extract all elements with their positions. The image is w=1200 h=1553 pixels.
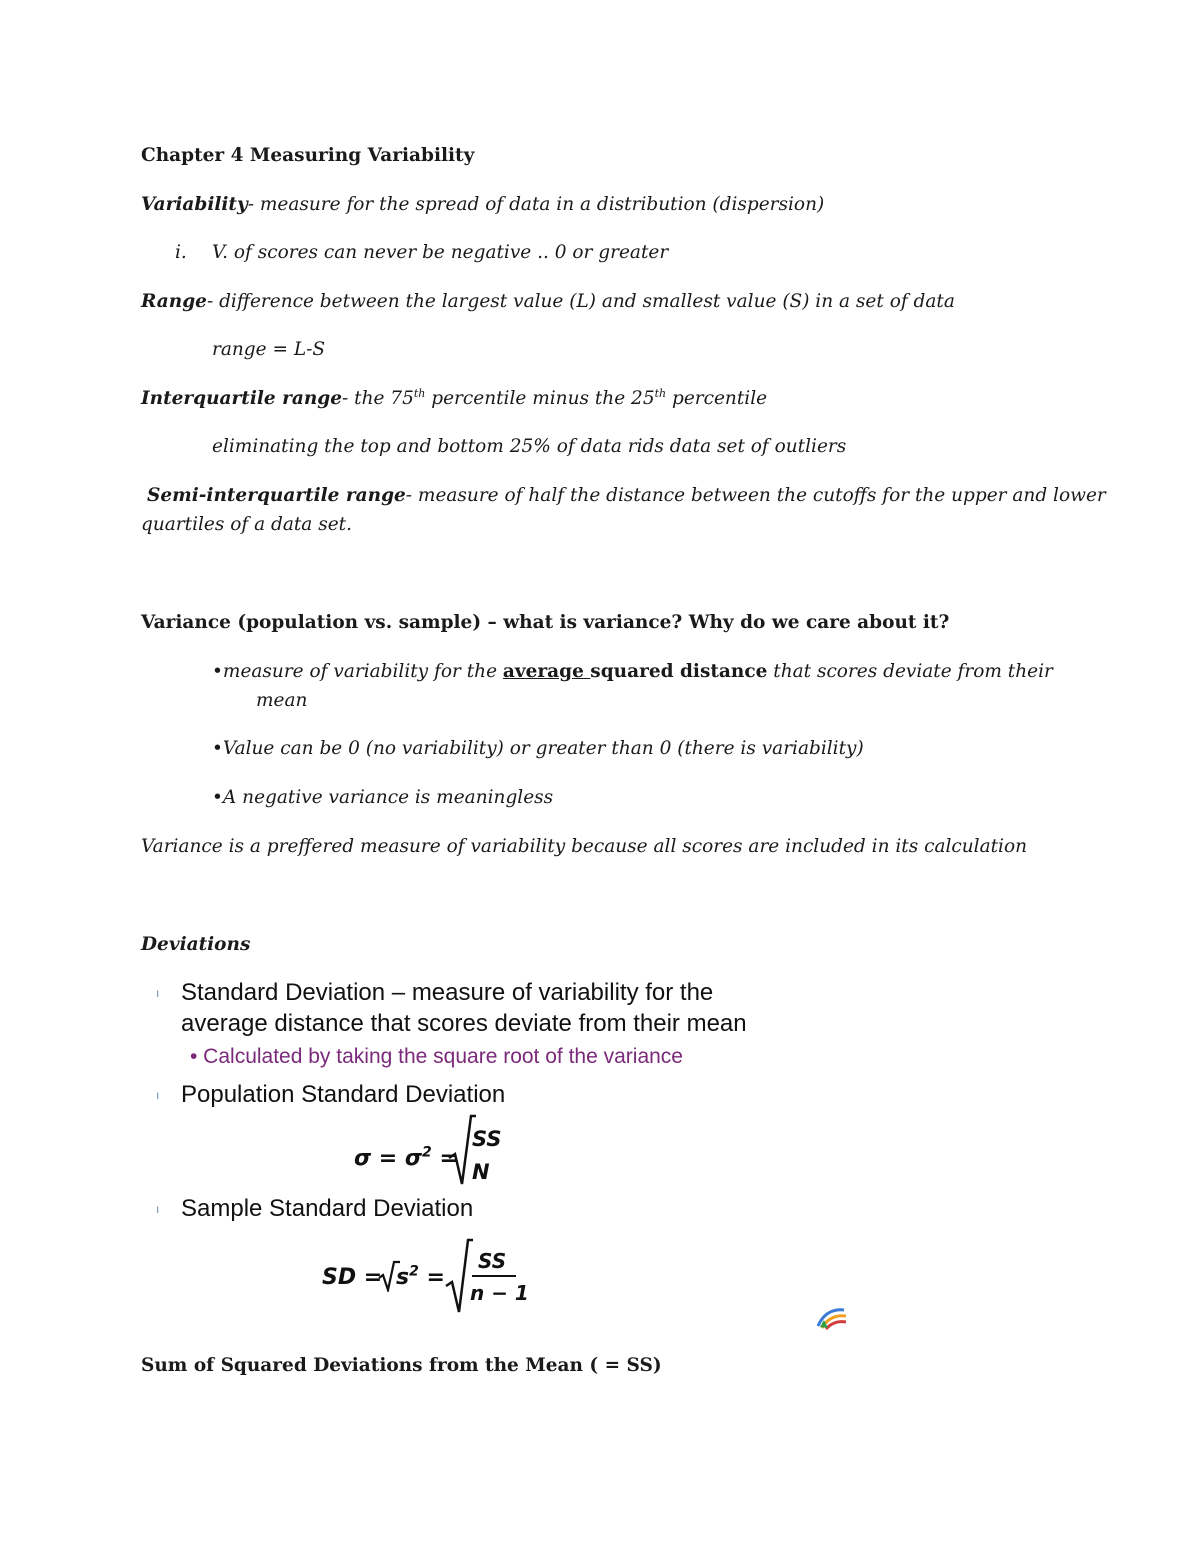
variance-heading: Variance (population vs. sample) – what is variance? Why do we care about it? (141, 612, 950, 633)
pop-formula-lhs (354, 1146, 458, 1171)
decorative-logo-icon (816, 1306, 848, 1330)
sample-denominator: n − 1 (470, 1281, 529, 1305)
range-text: - difference between the largest value (L) and smallest value (S) in a set of data (206, 291, 955, 312)
iqr-note: eliminating the top and bottom 25% of data rids data set of outliers (212, 436, 847, 457)
pop-eq: = (431, 1146, 458, 1171)
iqr-text-3: percentile (666, 388, 768, 409)
sample-formula-lhs (322, 1265, 382, 1290)
sample-lhs: SD = (322, 1265, 383, 1290)
pop-exp: 2 (422, 1144, 432, 1161)
siqr-text: - measure of half the distance between the cutoffs for the upper and lower (405, 485, 1106, 506)
siqr-term: Semi-interquartile range (147, 485, 406, 506)
slide-bullet-icon: ı (156, 1088, 160, 1102)
iqr-term: Interquartile range (141, 388, 342, 409)
iqr-text-2: percentile minus the 25 (425, 388, 655, 409)
slide-bullet-icon: ı (156, 1202, 160, 1216)
iqr-definition (141, 388, 767, 409)
pop-lhs: σ = σ (354, 1146, 423, 1171)
iqr-text-1: - the 75 (342, 388, 414, 409)
chapter-title: Chapter 4 Measuring Variability (141, 145, 475, 166)
pop-sd-label: Population Standard Deviation (181, 1081, 506, 1108)
slide-bullet-icon: ı (156, 986, 160, 1000)
variability-definition (141, 194, 824, 215)
sample-sd-label: Sample Standard Deviation (181, 1195, 474, 1222)
iqr-sup-2: th (654, 386, 667, 400)
bullet1-pre: •measure of variability for the (212, 661, 503, 682)
sample-eq: = (418, 1265, 445, 1290)
deviations-heading: Deviations (141, 934, 251, 955)
variability-item-text: V. of scores can never be negative .. 0 or greater (212, 242, 669, 263)
sample-radicand (396, 1265, 445, 1290)
variability-term: Variability (141, 194, 248, 215)
sample-rad: s (396, 1265, 410, 1290)
variance-bullet-1-cont: mean (256, 690, 308, 711)
bullet1-post: that scores deviate from their (767, 661, 1053, 682)
sd-sub-bullet: • Calculated by taking the square root of the variance (190, 1045, 683, 1068)
iqr-sup-1: th (413, 386, 426, 400)
bullet1-squared: squared distance (590, 661, 768, 682)
variance-bullet-1 (212, 661, 1053, 682)
variability-list-item (175, 242, 669, 263)
range-definition (141, 291, 955, 312)
range-term: Range (141, 291, 207, 312)
variance-bullet-2: •Value can be 0 (no variability) or greater than 0 (there is variability) (212, 738, 864, 759)
ss-heading: Sum of Squared Deviations from the Mean ( = SS) (141, 1355, 662, 1376)
siqr-definition-cont: quartiles of a data set. (141, 514, 352, 535)
bullet1-average: average (502, 661, 591, 682)
sample-exp: 2 (409, 1263, 419, 1280)
range-formula: range = L-S (212, 339, 326, 360)
siqr-definition (147, 485, 1106, 506)
variance-summary: Variance is a preffered measure of variability because all scores are included in its calculation (141, 836, 1028, 857)
pop-denominator: N (472, 1160, 490, 1184)
pop-numerator: SS (472, 1127, 502, 1151)
variability-text: - measure for the spread of data in a distribution (dispersion) (247, 194, 825, 215)
variance-bullet-3: •A negative variance is meaningless (212, 787, 554, 808)
sample-numerator: SS (478, 1249, 507, 1273)
list-marker: i. (175, 242, 187, 263)
sd-line-2: average distance that scores deviate from their mean (181, 1010, 747, 1037)
sd-line-1: Standard Deviation – measure of variability for the (181, 979, 714, 1006)
